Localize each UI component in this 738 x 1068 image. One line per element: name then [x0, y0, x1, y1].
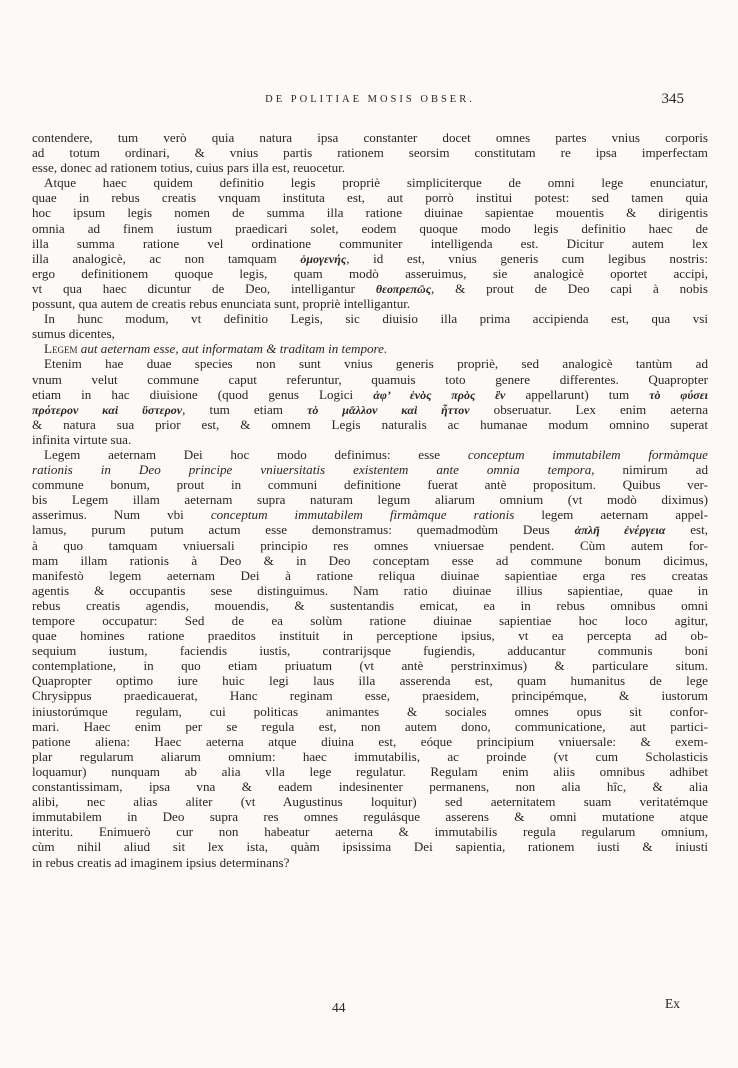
text-line: agentis & occupantis sese distinguimus. Nam ratio diuinae illius sapientiae, quae in	[32, 582, 708, 598]
page-header	[32, 92, 708, 112]
greek-word: τὸ μᾶλλον καὶ ἧττον	[307, 402, 470, 417]
text-line: bis Legem illam aeternam supra naturam legum aliarum omnium (vt modò diximus)	[32, 492, 708, 508]
text-line: quae in rebus creatis vnquam instituta est, aut porrò institui potest: sed tamen quia	[32, 190, 708, 206]
text-line: interitu. Enimuerò cur non habeatur aeterna & immutabilis regula regularum omnium,	[32, 824, 708, 840]
greek-word: τὸ φύσει	[649, 387, 708, 402]
text-line: à quo tamquam vniuersali principio res omnes vniuersae pendent. Cùm autem for-	[32, 537, 708, 553]
text-line: patione aliena: Haec aeterna atque diuina est, eóque principium vniuersale: & exem-	[32, 733, 708, 749]
text-line: Etenim hae duae species non sunt vnius generis propriè, sed analogicè tantùm ad	[44, 356, 708, 372]
text-line	[32, 387, 708, 402]
running-head: DE POLITIAE MOSIS OBSER.	[265, 94, 475, 105]
italic-phrase: conceptum immutabilem formàmque	[467, 446, 708, 462]
text-run: etiam in hac diuisione (quod genus Logici	[32, 386, 354, 402]
text-line: illa summa ratione vel ordinatione communiter intelligenda est. Dicitur autem lex	[32, 235, 708, 251]
text-line: sequium iustum, faciendis iustis, contrarijsque fugiendis, adducantur communis boni	[32, 643, 708, 659]
italic-phrase: rationis in Deo principe vniuersitatis existentem ante omnia tempora	[32, 462, 592, 478]
text-line	[32, 462, 708, 477]
text-line: rebus creatis agendis, mouendis, & sustentandis emicat, ea in rebus omnibus omni	[32, 597, 708, 613]
greek-word: θεοπρεπῶς	[375, 281, 432, 296]
greek-word: πρότερον καὶ ὕστερον	[32, 402, 183, 417]
text-line: tempore occupatur: Sed de ea solùm ratione diuinae sapientiae hoc loco agitur,	[32, 613, 708, 628]
catchword: Ex	[665, 996, 680, 1011]
signature-mark: 44	[332, 1000, 346, 1015]
page-number: 345	[661, 91, 684, 107]
text-run: lamus, purum putum actum esse demonstramus: quemadmodùm Deus	[32, 522, 550, 538]
text-line: vnum velut commune caput referuntur, quamuis toto genere differentes. Quapropter	[32, 371, 708, 387]
text-run: Legem aeternam Dei hoc modo definimus: esse	[44, 446, 441, 462]
text-line: & natura sua prior est, & omnem Legis naturalis ac humanae modum omnino superat	[32, 416, 708, 432]
text-line: quae homines ratione praeditos instituit in perceptione ipsius, vt ea percepta ad ob-	[32, 628, 708, 644]
text-line: Chrysippus praedicauerat, Hanc reginam esse, praesidem, principémque, & iustorum	[32, 688, 708, 704]
text-line: commune bonum, prout in communi definitione fuerat antè propositum. Quibus ver-	[32, 477, 708, 493]
text-line	[32, 522, 708, 537]
text-line: hoc ipsum legis nomen de summa illa ratione diuinae sapientae mouentis & dirigentis	[32, 205, 708, 221]
text-line: loquamur) nunquam ab alia vlla lege regulatur. Regulam enim aliis omnibus adhibet	[32, 763, 708, 779]
text-line: mam illam rationis à Deo & in Deo conceptam esse ad commune bonum dicimus,	[32, 552, 708, 568]
text-line	[32, 402, 708, 417]
text-line: infinita virtute sua.	[32, 431, 132, 447]
text-run: legem aeternam appel-	[541, 507, 709, 523]
text-line: possunt, qua autem de creatis rebus enunciata sunt, propriè intelligantur.	[32, 296, 411, 312]
text-line	[32, 281, 708, 296]
text-line: ad totum ordinari, & vnius partis rationem seorsim constitutam re ipsa imperfectam	[32, 145, 708, 161]
text-line: alibi, nec alias aliter (vt Augustinus loquitur) sed aeternitatem suam veritatémque	[32, 794, 708, 810]
text-line: esse, donec ad rationem totius, cuius pars illa est, reuocetur.	[32, 160, 346, 176]
text-run: , tum etiam	[182, 401, 283, 417]
italic-phrase: aut aeternam esse, aut informatam & traditam in tempore.	[80, 341, 388, 357]
text-run: , & prout de Deo capi à nobis	[431, 280, 708, 296]
greek-word: ὁμογενής	[300, 251, 347, 266]
text-line	[32, 341, 708, 356]
text-line: In hunc modum, vt definitio Legis, sic diuisio illa prima accipienda est, qua vsi	[44, 311, 708, 327]
text-run: asserimus. Num vbi	[32, 507, 184, 523]
small-caps-word: Legem	[44, 341, 78, 357]
text-line: iniustorúmque regulam, cui politicas animantes & sociales omnes opus sit confor-	[32, 703, 708, 719]
text-line: Atque haec quidem definitio legis propriè simpliciterque de omni lege enunciatur,	[44, 175, 708, 191]
text-run: est,	[690, 522, 709, 538]
text-run: , id est, vnius generis cum legibus nostris:	[346, 250, 708, 266]
text-line	[32, 251, 708, 266]
text-run: appellarunt) tum	[525, 386, 630, 402]
text-line	[32, 507, 708, 522]
text-line: immutabilem in Deo supra res omnes regulásque asserens & omni mutatione atque	[32, 809, 708, 825]
text-line: mari. Haec enim per se regula est, non autem dono, communicatione, aut partici-	[32, 718, 708, 734]
text-line: Quapropter optimo iure huic legi laus illa asserenda est, quam humanitus de lege	[32, 673, 708, 689]
text-run: obseruatur. Lex enim aeterna	[493, 401, 709, 417]
text-run: , nimirum ad	[591, 462, 708, 478]
page-footer	[32, 996, 708, 1020]
text-line: contemplatione, in quo etiam priuatum (vt antè perstrinximus) & particulare situm.	[32, 658, 708, 674]
text-line: manifestò legem aeternam Dei à ratione reliqua diuinae sapientiae erga res creatas	[32, 567, 708, 583]
greek-word: ἁπλῆ ἐνέργεια	[574, 523, 666, 538]
text-run: vt qua haec dicuntur de Deo, intelligantur	[32, 280, 356, 296]
text-line: constantissimam, ipsa vna & eadem indesinenter permanens, non alia hîc, & alia	[32, 779, 708, 795]
italic-phrase: conceptum immutabilem firmàmque rationis	[210, 507, 515, 523]
text-line	[32, 447, 708, 462]
text-line: contendere, tum verò quia natura ipsa constanter docet omnes partes vnius corporis	[32, 130, 708, 145]
text-line: cùm nihil aliud sit lex ista, quàm ipsissima Dei sapientia, rationem iusti & iniusti	[32, 839, 708, 855]
text-line: plar regularum aliarum omnium: haec immutabilis, ac proinde (vt cum Scholasticis	[32, 748, 708, 764]
text-line: ergo definitionem quoque legis, quam modò asseruimus, sie analogicè oportet accipi,	[32, 265, 708, 281]
text-line: omnia ad finem iustum praedicari solet, eodem quoque modo legis definitio haec de	[32, 220, 708, 236]
body-text	[32, 130, 708, 870]
text-run: illa analogicè, ac non tamquam	[32, 250, 277, 266]
greek-word: ἀφ’ ἑνὸς πρὸς ἓν	[373, 387, 506, 402]
text-line: in rebus creatis ad imaginem ipsius determinans?	[32, 854, 290, 870]
text-line: sumus dicentes,	[32, 326, 115, 342]
